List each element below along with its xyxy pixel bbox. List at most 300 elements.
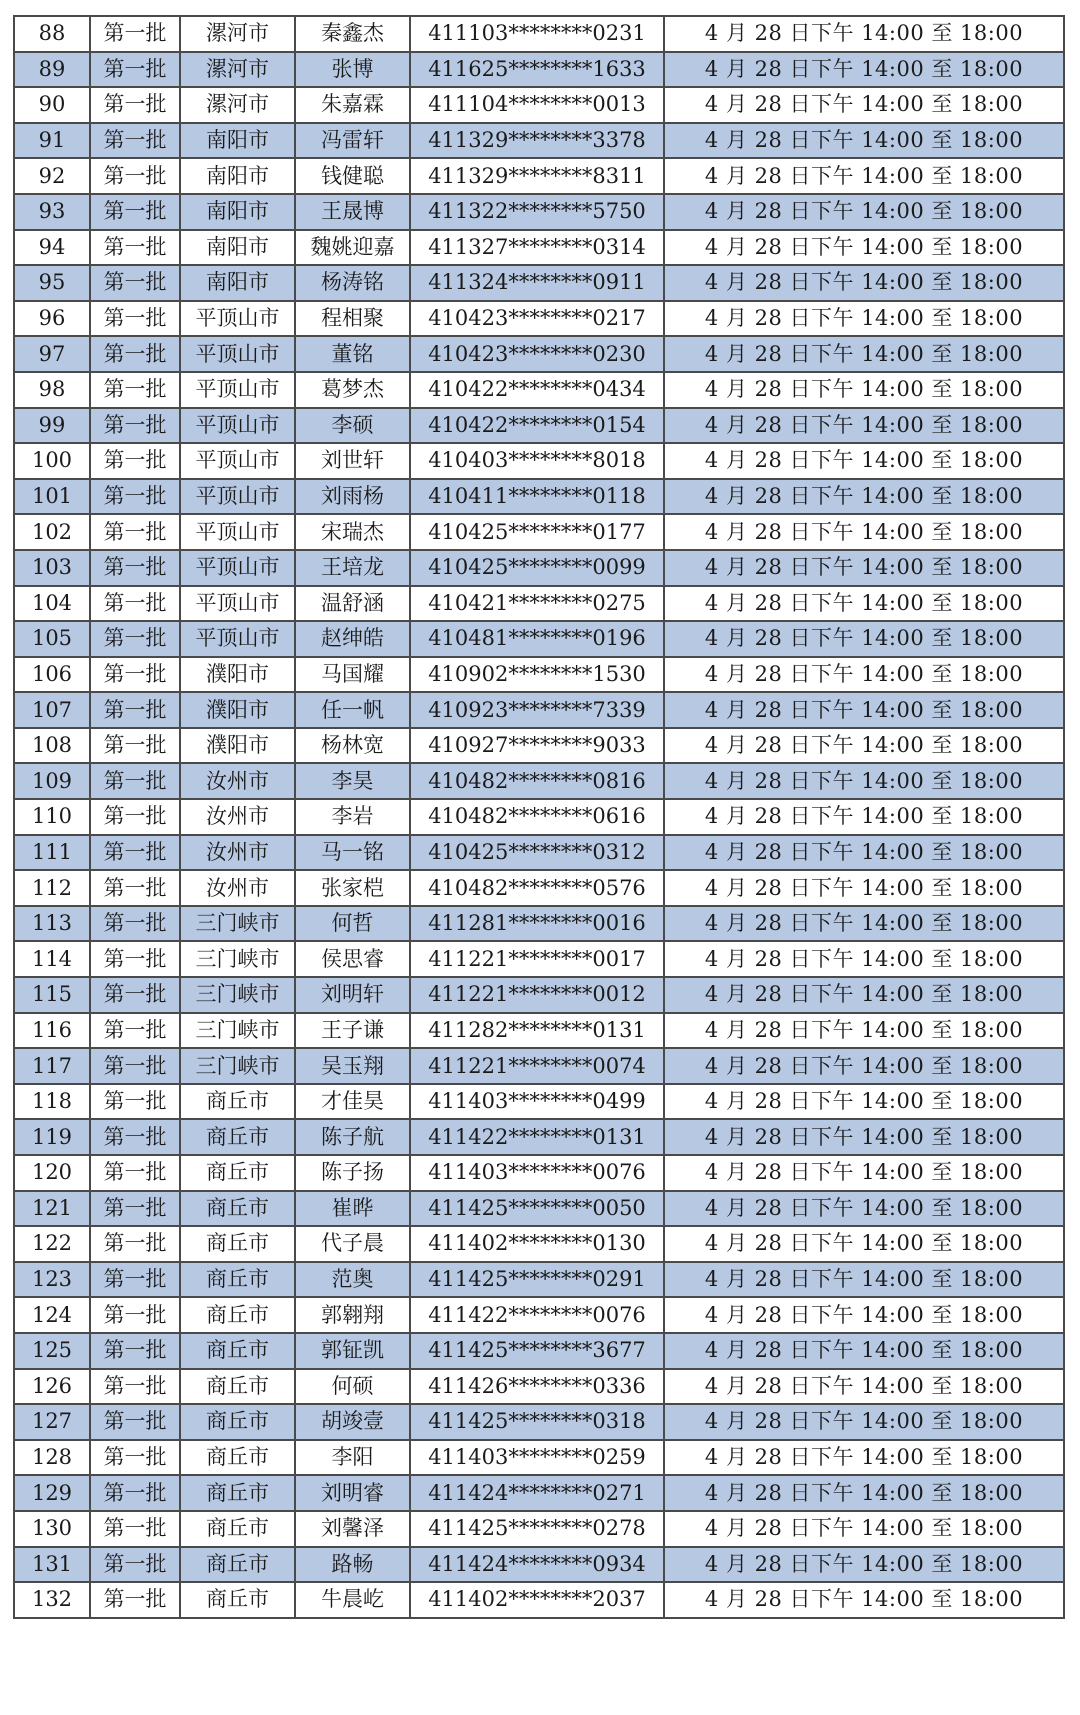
- cell-city: 商丘市: [180, 1582, 295, 1618]
- cell-batch: 第一批: [90, 230, 180, 266]
- roster-table: [13, 15, 1065, 1619]
- cell-id-number: 410927********9033: [410, 728, 664, 764]
- cell-id-number: 411425********0291: [410, 1262, 664, 1298]
- roster-table-container: [13, 15, 1063, 1619]
- cell-id-number: 410425********0099: [410, 550, 664, 586]
- cell-number: 90: [14, 87, 90, 123]
- cell-city: 南阳市: [180, 265, 295, 301]
- cell-time-slot: 4 月 28 日下午 14:00 至 18:00: [664, 372, 1064, 408]
- cell-batch: 第一批: [90, 1226, 180, 1262]
- cell-batch: 第一批: [90, 1440, 180, 1476]
- cell-time-slot: 4 月 28 日下午 14:00 至 18:00: [664, 1440, 1064, 1476]
- cell-name: 陈子航: [295, 1119, 410, 1155]
- cell-city: 三门峡市: [180, 1048, 295, 1084]
- cell-batch: 第一批: [90, 336, 180, 372]
- cell-id-number: 411322********5750: [410, 194, 664, 230]
- cell-time-slot: 4 月 28 日下午 14:00 至 18:00: [664, 87, 1064, 123]
- table-row: [14, 941, 1064, 977]
- cell-time-slot: 4 月 28 日下午 14:00 至 18:00: [664, 692, 1064, 728]
- table-row: [14, 550, 1064, 586]
- table-row: [14, 870, 1064, 906]
- cell-name: 程相聚: [295, 301, 410, 337]
- cell-city: 商丘市: [180, 1155, 295, 1191]
- cell-time-slot: 4 月 28 日下午 14:00 至 18:00: [664, 158, 1064, 194]
- cell-city: 商丘市: [180, 1262, 295, 1298]
- cell-name: 才佳昊: [295, 1084, 410, 1120]
- cell-time-slot: 4 月 28 日下午 14:00 至 18:00: [664, 1191, 1064, 1227]
- cell-time-slot: 4 月 28 日下午 14:00 至 18:00: [664, 230, 1064, 266]
- table-row: [14, 1119, 1064, 1155]
- table-row: [14, 158, 1064, 194]
- cell-time-slot: 4 月 28 日下午 14:00 至 18:00: [664, 1226, 1064, 1262]
- cell-city: 汝州市: [180, 763, 295, 799]
- cell-city: 商丘市: [180, 1084, 295, 1120]
- cell-id-number: 411221********0012: [410, 977, 664, 1013]
- table-row: [14, 728, 1064, 764]
- cell-batch: 第一批: [90, 1511, 180, 1547]
- cell-name: 王培龙: [295, 550, 410, 586]
- cell-number: 122: [14, 1226, 90, 1262]
- cell-batch: 第一批: [90, 87, 180, 123]
- cell-number: 127: [14, 1404, 90, 1440]
- cell-batch: 第一批: [90, 1404, 180, 1440]
- cell-batch: 第一批: [90, 408, 180, 444]
- table-row: [14, 1262, 1064, 1298]
- cell-time-slot: 4 月 28 日下午 14:00 至 18:00: [664, 1013, 1064, 1049]
- cell-city: 平顶山市: [180, 550, 295, 586]
- cell-number: 116: [14, 1013, 90, 1049]
- table-row: [14, 336, 1064, 372]
- table-row: [14, 514, 1064, 550]
- cell-id-number: 411103********0231: [410, 16, 664, 52]
- cell-time-slot: 4 月 28 日下午 14:00 至 18:00: [664, 1404, 1064, 1440]
- cell-time-slot: 4 月 28 日下午 14:00 至 18:00: [664, 835, 1064, 871]
- cell-city: 商丘市: [180, 1440, 295, 1476]
- table-row: [14, 1475, 1064, 1511]
- cell-number: 113: [14, 906, 90, 942]
- cell-id-number: 411282********0131: [410, 1013, 664, 1049]
- cell-number: 114: [14, 941, 90, 977]
- cell-time-slot: 4 月 28 日下午 14:00 至 18:00: [664, 479, 1064, 515]
- cell-batch: 第一批: [90, 1155, 180, 1191]
- cell-city: 漯河市: [180, 16, 295, 52]
- cell-id-number: 411403********0259: [410, 1440, 664, 1476]
- cell-id-number: 410902********1530: [410, 657, 664, 693]
- cell-batch: 第一批: [90, 479, 180, 515]
- cell-id-number: 411221********0074: [410, 1048, 664, 1084]
- cell-city: 漯河市: [180, 52, 295, 88]
- cell-id-number: 410422********0154: [410, 408, 664, 444]
- cell-name: 路畅: [295, 1547, 410, 1583]
- cell-id-number: 410425********0177: [410, 514, 664, 550]
- table-row: [14, 301, 1064, 337]
- cell-batch: 第一批: [90, 265, 180, 301]
- cell-name: 刘雨杨: [295, 479, 410, 515]
- cell-name: 胡竣壹: [295, 1404, 410, 1440]
- cell-time-slot: 4 月 28 日下午 14:00 至 18:00: [664, 408, 1064, 444]
- table-row: [14, 1155, 1064, 1191]
- table-row: [14, 194, 1064, 230]
- cell-time-slot: 4 月 28 日下午 14:00 至 18:00: [664, 1262, 1064, 1298]
- cell-city: 平顶山市: [180, 586, 295, 622]
- cell-number: 110: [14, 799, 90, 835]
- cell-batch: 第一批: [90, 1333, 180, 1369]
- cell-name: 郭钲凯: [295, 1333, 410, 1369]
- cell-city: 漯河市: [180, 87, 295, 123]
- roster-table-body: [14, 16, 1064, 1618]
- cell-time-slot: 4 月 28 日下午 14:00 至 18:00: [664, 1084, 1064, 1120]
- cell-id-number: 411327********0314: [410, 230, 664, 266]
- cell-city: 平顶山市: [180, 514, 295, 550]
- table-row: [14, 1511, 1064, 1547]
- cell-number: 88: [14, 16, 90, 52]
- cell-number: 117: [14, 1048, 90, 1084]
- cell-number: 103: [14, 550, 90, 586]
- cell-name: 冯雷轩: [295, 123, 410, 159]
- cell-id-number: 410482********0576: [410, 870, 664, 906]
- table-row: [14, 1226, 1064, 1262]
- table-row: [14, 1191, 1064, 1227]
- cell-batch: 第一批: [90, 52, 180, 88]
- cell-name: 吴玉翔: [295, 1048, 410, 1084]
- cell-batch: 第一批: [90, 657, 180, 693]
- cell-name: 何哲: [295, 906, 410, 942]
- cell-city: 商丘市: [180, 1511, 295, 1547]
- cell-number: 109: [14, 763, 90, 799]
- cell-name: 李昊: [295, 763, 410, 799]
- cell-number: 98: [14, 372, 90, 408]
- cell-time-slot: 4 月 28 日下午 14:00 至 18:00: [664, 657, 1064, 693]
- cell-batch: 第一批: [90, 1191, 180, 1227]
- cell-city: 南阳市: [180, 158, 295, 194]
- cell-id-number: 411625********1633: [410, 52, 664, 88]
- cell-city: 平顶山市: [180, 301, 295, 337]
- cell-batch: 第一批: [90, 1547, 180, 1583]
- cell-name: 秦鑫杰: [295, 16, 410, 52]
- cell-city: 汝州市: [180, 799, 295, 835]
- cell-name: 王晟博: [295, 194, 410, 230]
- cell-name: 刘世轩: [295, 443, 410, 479]
- cell-city: 平顶山市: [180, 443, 295, 479]
- cell-city: 濮阳市: [180, 728, 295, 764]
- cell-name: 崔晔: [295, 1191, 410, 1227]
- cell-batch: 第一批: [90, 1297, 180, 1333]
- cell-batch: 第一批: [90, 158, 180, 194]
- cell-city: 商丘市: [180, 1547, 295, 1583]
- cell-number: 118: [14, 1084, 90, 1120]
- cell-name: 杨涛铭: [295, 265, 410, 301]
- cell-number: 121: [14, 1191, 90, 1227]
- cell-city: 商丘市: [180, 1226, 295, 1262]
- cell-number: 124: [14, 1297, 90, 1333]
- cell-city: 濮阳市: [180, 692, 295, 728]
- table-row: [14, 1084, 1064, 1120]
- cell-batch: 第一批: [90, 835, 180, 871]
- cell-id-number: 411324********0911: [410, 265, 664, 301]
- cell-number: 94: [14, 230, 90, 266]
- cell-name: 张家桤: [295, 870, 410, 906]
- cell-id-number: 411221********0017: [410, 941, 664, 977]
- cell-id-number: 410403********8018: [410, 443, 664, 479]
- table-row: [14, 586, 1064, 622]
- cell-id-number: 411281********0016: [410, 906, 664, 942]
- cell-id-number: 410482********0816: [410, 763, 664, 799]
- cell-number: 106: [14, 657, 90, 693]
- table-row: [14, 692, 1064, 728]
- cell-id-number: 410422********0434: [410, 372, 664, 408]
- cell-city: 三门峡市: [180, 941, 295, 977]
- cell-city: 平顶山市: [180, 408, 295, 444]
- cell-city: 南阳市: [180, 194, 295, 230]
- cell-batch: 第一批: [90, 1119, 180, 1155]
- cell-batch: 第一批: [90, 301, 180, 337]
- cell-number: 128: [14, 1440, 90, 1476]
- cell-id-number: 410421********0275: [410, 586, 664, 622]
- cell-number: 104: [14, 586, 90, 622]
- cell-number: 108: [14, 728, 90, 764]
- table-row: [14, 230, 1064, 266]
- cell-name: 牛晨屹: [295, 1582, 410, 1618]
- table-row: [14, 906, 1064, 942]
- cell-batch: 第一批: [90, 123, 180, 159]
- cell-id-number: 411104********0013: [410, 87, 664, 123]
- cell-name: 葛梦杰: [295, 372, 410, 408]
- cell-id-number: 410481********0196: [410, 621, 664, 657]
- cell-city: 南阳市: [180, 123, 295, 159]
- cell-name: 李阳: [295, 1440, 410, 1476]
- cell-city: 汝州市: [180, 835, 295, 871]
- cell-time-slot: 4 月 28 日下午 14:00 至 18:00: [664, 336, 1064, 372]
- cell-batch: 第一批: [90, 550, 180, 586]
- cell-time-slot: 4 月 28 日下午 14:00 至 18:00: [664, 1511, 1064, 1547]
- cell-name: 温舒涵: [295, 586, 410, 622]
- table-row: [14, 479, 1064, 515]
- cell-number: 112: [14, 870, 90, 906]
- cell-time-slot: 4 月 28 日下午 14:00 至 18:00: [664, 1369, 1064, 1405]
- cell-batch: 第一批: [90, 621, 180, 657]
- cell-batch: 第一批: [90, 941, 180, 977]
- cell-time-slot: 4 月 28 日下午 14:00 至 18:00: [664, 301, 1064, 337]
- cell-city: 商丘市: [180, 1297, 295, 1333]
- cell-id-number: 411403********0499: [410, 1084, 664, 1120]
- table-row: [14, 265, 1064, 301]
- cell-name: 范奥: [295, 1262, 410, 1298]
- table-row: [14, 1582, 1064, 1618]
- cell-time-slot: 4 月 28 日下午 14:00 至 18:00: [664, 763, 1064, 799]
- cell-id-number: 411425********0278: [410, 1511, 664, 1547]
- cell-number: 95: [14, 265, 90, 301]
- cell-batch: 第一批: [90, 1013, 180, 1049]
- cell-number: 105: [14, 621, 90, 657]
- cell-number: 125: [14, 1333, 90, 1369]
- cell-batch: 第一批: [90, 372, 180, 408]
- cell-id-number: 411329********8311: [410, 158, 664, 194]
- cell-city: 三门峡市: [180, 1013, 295, 1049]
- cell-id-number: 411402********0130: [410, 1226, 664, 1262]
- table-row: [14, 1333, 1064, 1369]
- cell-time-slot: 4 月 28 日下午 14:00 至 18:00: [664, 52, 1064, 88]
- cell-id-number: 411425********0318: [410, 1404, 664, 1440]
- cell-number: 120: [14, 1155, 90, 1191]
- cell-batch: 第一批: [90, 1262, 180, 1298]
- cell-city: 汝州市: [180, 870, 295, 906]
- cell-time-slot: 4 月 28 日下午 14:00 至 18:00: [664, 586, 1064, 622]
- table-row: [14, 1547, 1064, 1583]
- cell-time-slot: 4 月 28 日下午 14:00 至 18:00: [664, 906, 1064, 942]
- cell-number: 97: [14, 336, 90, 372]
- table-row: [14, 835, 1064, 871]
- table-row: [14, 123, 1064, 159]
- table-row: [14, 1048, 1064, 1084]
- cell-time-slot: 4 月 28 日下午 14:00 至 18:00: [664, 1582, 1064, 1618]
- cell-time-slot: 4 月 28 日下午 14:00 至 18:00: [664, 514, 1064, 550]
- cell-name: 何硕: [295, 1369, 410, 1405]
- cell-time-slot: 4 月 28 日下午 14:00 至 18:00: [664, 977, 1064, 1013]
- cell-id-number: 411424********0271: [410, 1475, 664, 1511]
- cell-time-slot: 4 月 28 日下午 14:00 至 18:00: [664, 16, 1064, 52]
- cell-time-slot: 4 月 28 日下午 14:00 至 18:00: [664, 1048, 1064, 1084]
- cell-name: 刘明轩: [295, 977, 410, 1013]
- cell-city: 平顶山市: [180, 336, 295, 372]
- cell-number: 107: [14, 692, 90, 728]
- cell-time-slot: 4 月 28 日下午 14:00 至 18:00: [664, 123, 1064, 159]
- cell-batch: 第一批: [90, 514, 180, 550]
- table-row: [14, 52, 1064, 88]
- cell-number: 131: [14, 1547, 90, 1583]
- cell-batch: 第一批: [90, 870, 180, 906]
- cell-id-number: 411426********0336: [410, 1369, 664, 1405]
- cell-number: 111: [14, 835, 90, 871]
- cell-time-slot: 4 月 28 日下午 14:00 至 18:00: [664, 1119, 1064, 1155]
- cell-city: 平顶山市: [180, 372, 295, 408]
- cell-city: 平顶山市: [180, 621, 295, 657]
- cell-batch: 第一批: [90, 799, 180, 835]
- cell-name: 刘明睿: [295, 1475, 410, 1511]
- table-row: [14, 1369, 1064, 1405]
- cell-name: 张博: [295, 52, 410, 88]
- table-row: [14, 87, 1064, 123]
- table-row: [14, 977, 1064, 1013]
- table-row: [14, 799, 1064, 835]
- cell-batch: 第一批: [90, 194, 180, 230]
- cell-number: 89: [14, 52, 90, 88]
- cell-batch: 第一批: [90, 1582, 180, 1618]
- table-row: [14, 1440, 1064, 1476]
- cell-city: 濮阳市: [180, 657, 295, 693]
- cell-batch: 第一批: [90, 906, 180, 942]
- cell-id-number: 411402********2037: [410, 1582, 664, 1618]
- cell-batch: 第一批: [90, 1475, 180, 1511]
- cell-batch: 第一批: [90, 692, 180, 728]
- cell-name: 刘馨泽: [295, 1511, 410, 1547]
- table-row: [14, 372, 1064, 408]
- cell-name: 陈子扬: [295, 1155, 410, 1191]
- cell-city: 三门峡市: [180, 977, 295, 1013]
- cell-id-number: 411422********0076: [410, 1297, 664, 1333]
- cell-city: 平顶山市: [180, 479, 295, 515]
- cell-time-slot: 4 月 28 日下午 14:00 至 18:00: [664, 870, 1064, 906]
- cell-id-number: 410425********0312: [410, 835, 664, 871]
- cell-time-slot: 4 月 28 日下午 14:00 至 18:00: [664, 194, 1064, 230]
- cell-city: 南阳市: [180, 230, 295, 266]
- cell-number: 130: [14, 1511, 90, 1547]
- cell-id-number: 411424********0934: [410, 1547, 664, 1583]
- cell-batch: 第一批: [90, 1048, 180, 1084]
- cell-time-slot: 4 月 28 日下午 14:00 至 18:00: [664, 621, 1064, 657]
- cell-city: 商丘市: [180, 1475, 295, 1511]
- cell-number: 129: [14, 1475, 90, 1511]
- cell-id-number: 411403********0076: [410, 1155, 664, 1191]
- cell-city: 商丘市: [180, 1119, 295, 1155]
- cell-time-slot: 4 月 28 日下午 14:00 至 18:00: [664, 728, 1064, 764]
- cell-id-number: 411425********0050: [410, 1191, 664, 1227]
- table-row: [14, 16, 1064, 52]
- cell-time-slot: 4 月 28 日下午 14:00 至 18:00: [664, 1547, 1064, 1583]
- cell-number: 92: [14, 158, 90, 194]
- cell-time-slot: 4 月 28 日下午 14:00 至 18:00: [664, 799, 1064, 835]
- cell-name: 侯思睿: [295, 941, 410, 977]
- cell-batch: 第一批: [90, 16, 180, 52]
- cell-id-number: 410411********0118: [410, 479, 664, 515]
- cell-city: 三门峡市: [180, 906, 295, 942]
- cell-time-slot: 4 月 28 日下午 14:00 至 18:00: [664, 1333, 1064, 1369]
- cell-id-number: 411422********0131: [410, 1119, 664, 1155]
- cell-name: 马一铭: [295, 835, 410, 871]
- cell-name: 李岩: [295, 799, 410, 835]
- cell-number: 115: [14, 977, 90, 1013]
- cell-name: 钱健聪: [295, 158, 410, 194]
- table-row: [14, 1404, 1064, 1440]
- cell-number: 100: [14, 443, 90, 479]
- cell-time-slot: 4 月 28 日下午 14:00 至 18:00: [664, 265, 1064, 301]
- cell-name: 赵绅皓: [295, 621, 410, 657]
- cell-id-number: 411425********3677: [410, 1333, 664, 1369]
- cell-number: 123: [14, 1262, 90, 1298]
- cell-id-number: 411329********3378: [410, 123, 664, 159]
- cell-number: 96: [14, 301, 90, 337]
- table-row: [14, 1013, 1064, 1049]
- cell-batch: 第一批: [90, 1369, 180, 1405]
- cell-time-slot: 4 月 28 日下午 14:00 至 18:00: [664, 1475, 1064, 1511]
- cell-name: 朱嘉霖: [295, 87, 410, 123]
- cell-number: 132: [14, 1582, 90, 1618]
- cell-number: 91: [14, 123, 90, 159]
- cell-time-slot: 4 月 28 日下午 14:00 至 18:00: [664, 550, 1064, 586]
- table-row: [14, 763, 1064, 799]
- cell-id-number: 410482********0616: [410, 799, 664, 835]
- table-row: [14, 621, 1064, 657]
- cell-name: 代子晨: [295, 1226, 410, 1262]
- cell-number: 93: [14, 194, 90, 230]
- cell-number: 99: [14, 408, 90, 444]
- cell-name: 董铭: [295, 336, 410, 372]
- cell-name: 魏姚迎嘉: [295, 230, 410, 266]
- cell-batch: 第一批: [90, 1084, 180, 1120]
- cell-city: 商丘市: [180, 1369, 295, 1405]
- cell-name: 马国耀: [295, 657, 410, 693]
- cell-batch: 第一批: [90, 443, 180, 479]
- cell-id-number: 410923********7339: [410, 692, 664, 728]
- cell-batch: 第一批: [90, 728, 180, 764]
- cell-city: 商丘市: [180, 1191, 295, 1227]
- table-row: [14, 408, 1064, 444]
- cell-name: 杨林宽: [295, 728, 410, 764]
- cell-number: 101: [14, 479, 90, 515]
- cell-id-number: 410423********0217: [410, 301, 664, 337]
- cell-batch: 第一批: [90, 977, 180, 1013]
- cell-name: 郭翱翔: [295, 1297, 410, 1333]
- cell-name: 任一帆: [295, 692, 410, 728]
